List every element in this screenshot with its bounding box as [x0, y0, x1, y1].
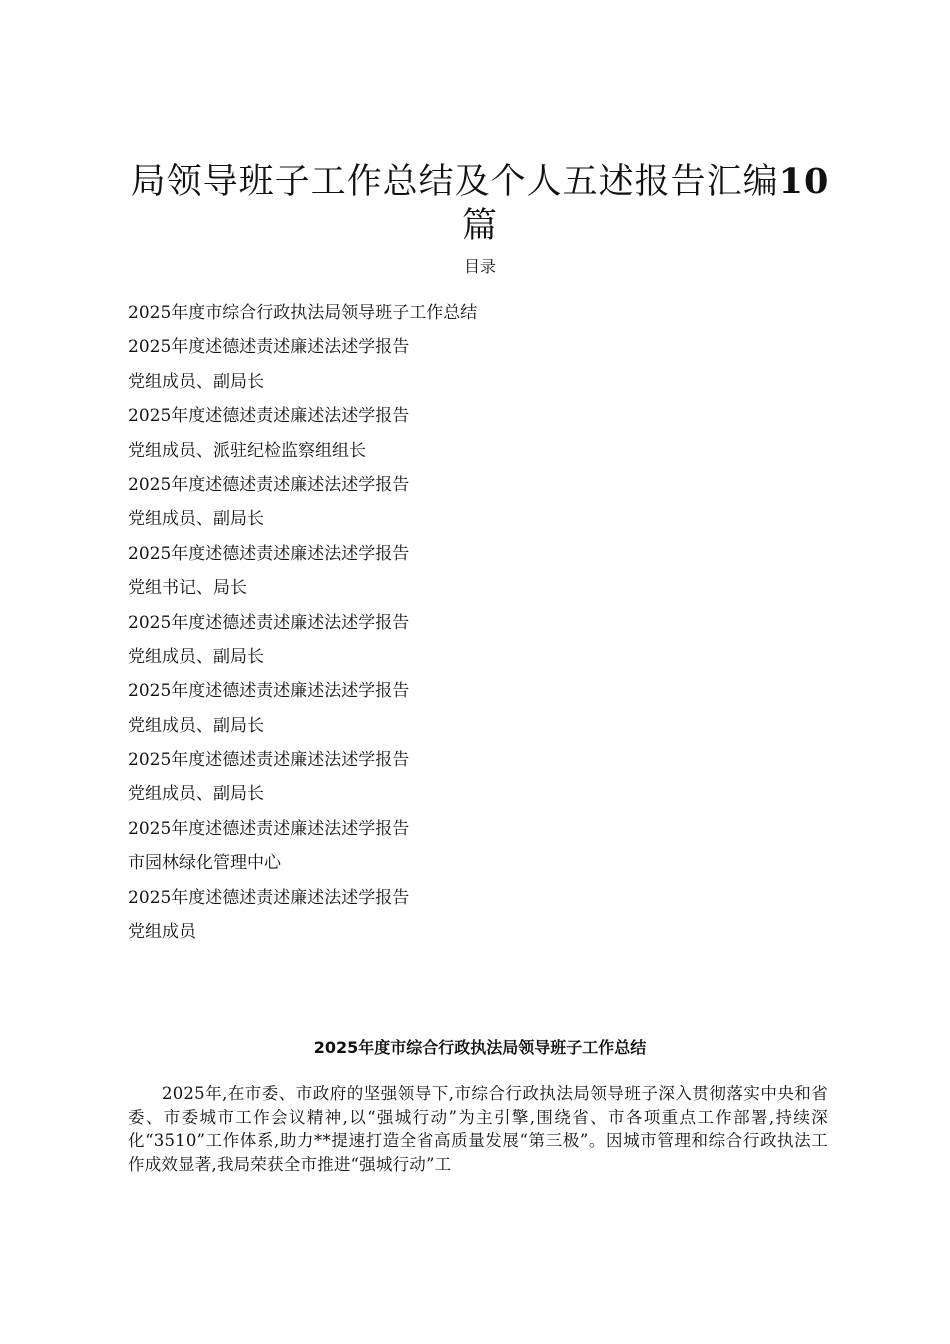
document-title-main: 局领导班子工作总结及个人五述报告汇编	[130, 162, 779, 202]
toc-item: 2025年度述德述责述廉述法述学报告	[128, 474, 410, 495]
toc-item: 2025年度述德述责述廉述法述学报告	[128, 887, 410, 908]
toc-item: 党组成员、派驻纪检监察组组长	[128, 440, 366, 461]
toc-item: 2025年度述德述责述廉述法述学报告	[128, 612, 410, 633]
toc-item: 2025年度述德述责述廉述法述学报告	[128, 406, 410, 427]
toc-item: 党组成员、副局长	[128, 371, 264, 392]
toc-heading: 目录	[463, 257, 496, 276]
document-title-number: 10	[778, 161, 830, 202]
toc-item: 2025年度述德述责述廉述法述学报告	[128, 818, 410, 839]
toc-item: 2025年度市综合行政执法局领导班子工作总结	[128, 303, 478, 323]
section-title: 2025年度市综合行政执法局领导班子工作总结	[313, 1038, 647, 1057]
document-title-suffix: 篇	[461, 206, 498, 246]
table-of-contents	[128, 300, 477, 953]
toc-item: 党组成员	[128, 922, 196, 943]
toc-item: 2025年度述德述责述廉述法述学报告	[128, 750, 410, 771]
toc-item: 党组成员、副局长	[128, 509, 264, 530]
toc-item: 2025年度述德述责述廉述法述学报告	[128, 337, 410, 358]
toc-item: 党组书记、局长	[128, 578, 247, 599]
toc-item: 市园林绿化管理中心	[128, 853, 281, 874]
toc-item: 党组成员、副局长	[128, 646, 264, 667]
toc-item: 2025年度述德述责述廉述法述学报告	[128, 681, 410, 702]
toc-item: 2025年度述德述责述廉述法述学报告	[128, 543, 410, 564]
document-title	[110, 160, 850, 248]
toc-item: 党组成员、副局长	[128, 715, 264, 736]
body-paragraph: 2025年,在市委、市政府的坚强领导下,市综合行政执法局领导班子深入贯彻落实中央和省委、市委城市工作会议精神,以“强城行动”为主引擎,围绕省、市各项重点工作部署,持续深化“3510”工作体系,助力**提速打造全省高质量发展“第三极”。因城市管理和综合行政执法工作成效显著,我局荣获全市推进“强城行动”工	[128, 1084, 828, 1174]
toc-item: 党组成员、副局长	[128, 784, 264, 805]
